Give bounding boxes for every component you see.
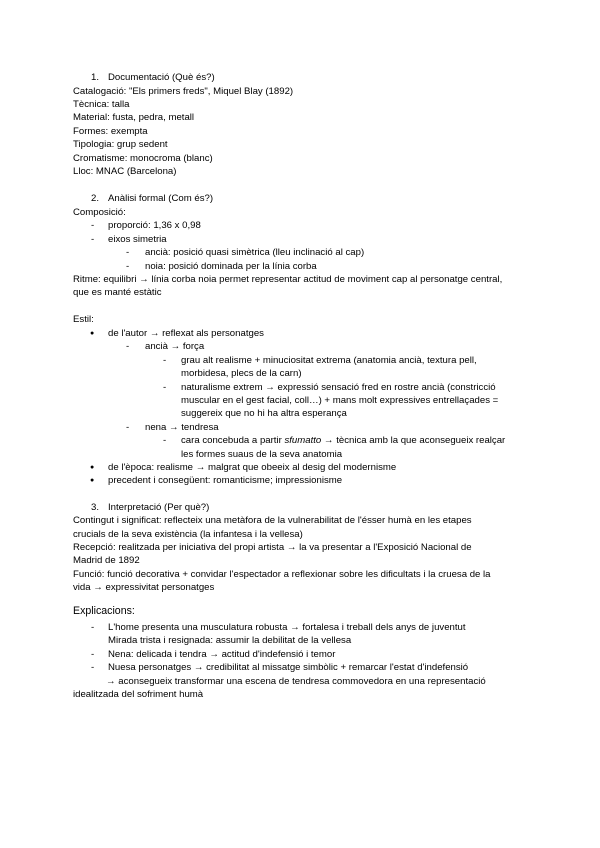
tipologia-line: Tipologia: grup sedent [73, 139, 168, 150]
tecnica-line: Tècnica: talla [73, 99, 130, 110]
naturalisme-line-cont: muscular en el gest facial, coll…) + mans molt expressives entrellaçades = [181, 395, 499, 406]
section-number: 3. [91, 502, 100, 513]
grau-line-cont: morbidesa, plecs de la carn) [181, 368, 302, 379]
contingut-line-cont: crucials de la seva existència (la infantesa i la vellesa) [73, 529, 303, 540]
dash-marker: - [163, 382, 167, 393]
dash-marker: - [91, 220, 95, 231]
epoca-line: de l'època: realisme → malgrat que obeeix al desig del modernisme [108, 462, 397, 473]
dash-marker: - [126, 261, 130, 272]
ritme-line: Ritme: equilibri → línia corba noia permet representar actitud de moviment cap al personatge central, [73, 274, 503, 285]
mirada-line: Mirada trista i resignada: assumir la debilitat de la vellesa [108, 635, 352, 646]
naturalisme-line-end: suggereix que no hi ha altra esperança [181, 408, 347, 419]
funcio-line-cont: vida → expressivitat personatges [73, 582, 215, 593]
nuesa-line: Nuesa personatges → credibilitat al missatge simbòlic + remarcar l'estat d'indefensió [108, 662, 469, 673]
estil-label: Estil: [73, 314, 94, 325]
proporcio-line: proporció: 1,36 x 0,98 [108, 220, 201, 231]
dash-marker: - [163, 355, 167, 366]
dash-marker: - [91, 234, 95, 245]
formes-line: Formes: exempta [73, 126, 148, 137]
aconsegueix-line-cont: idealitzada del sofriment humà [73, 689, 204, 700]
bullet-marker: ● [90, 477, 95, 484]
grau-line: grau alt realisme + minuciositat extrema (anatomia ancià, textura pell, [181, 355, 477, 366]
ritme-line-cont: que es manté estàtic [73, 287, 162, 298]
composicio-label: Composició: [73, 207, 126, 218]
contingut-line: Contingut i significat: reflecteix una metàfora de la vulnerabilitat de l'ésser humà en les etapes [73, 515, 472, 526]
explicacions-label: Explicacions: [73, 605, 135, 617]
ancia-posicio-line: ancià: posició quasi simètrica (lleu inclinació al cap) [145, 247, 365, 258]
sfumatto-term: sfumatto [284, 435, 322, 446]
eixos-line: eixos simetria [108, 234, 167, 245]
noia-posicio-line: noia: posició dominada per la línia corba [145, 261, 317, 272]
cara-line: cara concebuda a partir sfumatto → tècnica amb la que aconsegueix realçar [181, 435, 506, 446]
funcio-line: Funció: funció decorativa + convidar l'espectador a reflexionar sobre les dificultats i la cruesa de la [73, 569, 491, 580]
nena-line: Nena: delicada i tendra → actitud d'indefensió i temor [108, 649, 336, 660]
section-heading: Anàlisi formal (Com és?) [108, 193, 214, 204]
dash-marker: - [91, 622, 95, 633]
dash-marker: - [126, 422, 130, 433]
bullet-marker: ● [90, 464, 95, 471]
section-number: 1. [91, 72, 100, 83]
dash-marker: - [126, 341, 130, 352]
section-number: 2. [91, 193, 100, 204]
dash-marker: - [126, 247, 130, 258]
naturalisme-line: naturalisme extrem → expressió sensació fred en rostre ancià (constricció [181, 382, 496, 393]
cromatisme-line: Cromatisme: monocroma (blanc) [73, 153, 213, 164]
dash-marker: - [163, 435, 167, 446]
lloc-line: Lloc: MNAC (Barcelona) [73, 166, 177, 177]
cara-line-cont: les formes suaus de la seva anatomia [181, 449, 343, 460]
catalogacio-line: Catalogació: "Els primers freds", Miquel Blay (1892) [73, 86, 294, 97]
section-heading: Documentació (Què és?) [108, 72, 215, 83]
recepcio-line-cont: Madrid de 1892 [73, 555, 140, 566]
section-heading: Interpretació (Per què?) [108, 502, 210, 513]
aconsegueix-line: → aconsegueix transformar una escena de tendresa commovedora en una representació [106, 676, 486, 687]
bullet-marker: ● [90, 330, 95, 337]
recepcio-line: Recepció: realitzada per iniciativa del propi artista → la va presentar a l'Exposició Nacional de [73, 542, 472, 553]
material-line: Material: fusta, pedra, metall [73, 112, 195, 123]
autor-line: de l'autor → reflexat als personatges [108, 328, 264, 339]
nena-tendresa-line: nena → tendresa [145, 422, 219, 433]
home-line: L'home presenta una musculatura robusta → fortalesa i treball dels anys de juventut [108, 622, 466, 633]
ancia-forca-line: ancià → força [145, 341, 205, 352]
dash-marker: - [91, 649, 95, 660]
precedent-line: precedent i consegüent: romanticisme; impressionisme [108, 475, 343, 486]
dash-marker: - [91, 662, 95, 673]
